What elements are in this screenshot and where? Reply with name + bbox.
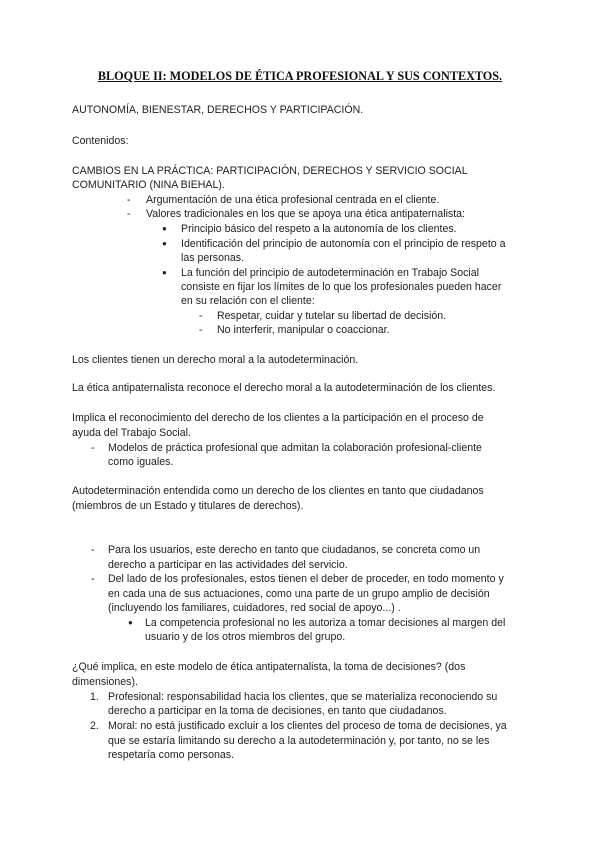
numbered-item-continuation: que se estaría limitando su derecho a la autodeterminación y, por tanto, no se les — [108, 735, 490, 747]
list-item-continuation: como iguales. — [108, 456, 174, 468]
section-heading-line-2: COMUNITARIO (NINA BIEHAL). — [72, 179, 225, 191]
list-item-continuation: (incluyendo los familiares, cuidadores, red social de apoyo...) . — [108, 602, 401, 614]
paragraph: Implica el reconocimiento del derecho de los clientes a la participación en el proceso de — [72, 412, 484, 424]
list-item: Argumentación de una ética profesional centrada en el cliente. — [146, 194, 440, 206]
dash-bullet: - — [199, 310, 203, 322]
list-item-continuation: en su relación con el cliente: — [181, 295, 315, 307]
list-item-continuation: derecho a participar en las actividades del servicio. — [108, 559, 348, 571]
list-item: La competencia profesional no les autoriza a tomar decisiones al margen del — [145, 617, 506, 629]
question: ¿Qué implica, en este modelo de ética antipaternalista, la toma de decisiones? (dos — [72, 661, 466, 673]
dash-bullet: - — [127, 208, 131, 220]
list-number: 1. — [90, 691, 99, 703]
subtitle: AUTONOMÍA, BIENESTAR, DERECHOS Y PARTICIPACIÓN. — [72, 104, 364, 116]
list-item: Principio básico del respeto a la autonomía de los clientes. — [181, 223, 457, 235]
list-item: Respetar, cuidar y tutelar su libertad de decisión. — [217, 310, 447, 322]
numbered-item: Moral: no está justificado excluir a los clientes del proceso de toma de decisiones, ya — [108, 720, 507, 732]
contents-label: Contenidos: — [72, 135, 129, 147]
dot-bullet: ● — [162, 268, 167, 277]
numbered-item-continuation: respetaría como personas. — [108, 749, 235, 761]
list-item: No interferir, manipular o coaccionar. — [217, 324, 390, 336]
paragraph: (miembros de un Estado y titulares de derechos). — [72, 500, 304, 512]
list-item: Modelos de práctica profesional que admitan la colaboración profesional-cliente — [108, 442, 482, 454]
dot-bullet: ● — [162, 224, 167, 233]
dash-bullet: - — [91, 442, 95, 454]
dash-bullet: - — [91, 544, 95, 556]
numbered-item: Profesional: responsabilidad hacia los clientes, que se materializa reconociendo su — [108, 691, 498, 703]
dash-bullet: - — [199, 324, 203, 336]
list-item-continuation: usuario y de los otros miembros del grupo. — [145, 631, 346, 643]
paragraph: La ética antipaternalista reconoce el derecho moral a la autodeterminación de los clientes. — [72, 382, 496, 394]
list-item: Del lado de los profesionales, estos tienen el deber de proceder, en todo momento y — [108, 573, 504, 585]
list-item-continuation: consiste en fijar los límites de lo que los profesionales pueden hacer — [181, 281, 502, 293]
list-number: 2. — [90, 720, 99, 732]
question: dimensiones). — [72, 676, 138, 688]
paragraph: Los clientes tienen un derecho moral a la autodeterminación. — [72, 354, 359, 366]
list-item-continuation: en cada una de sus actuaciones, como una parte de un grupo amplio de decisión — [108, 588, 490, 600]
document-title: BLOQUE II: MODELOS DE ÉTICA PROFESIONAL Y SUS CONTEXTOS. — [97, 69, 503, 83]
list-item: Identificación del principio de autonomía con el principio de respeto a — [181, 238, 506, 250]
list-item: Valores tradicionales en los que se apoya una ética antipaternalista: — [146, 208, 465, 220]
numbered-item-continuation: derecho a participar en la toma de decisiones, en tanto que ciudadanos. — [108, 705, 447, 717]
list-item: Para los usuarios, este derecho en tanto que ciudadanos, se concreta como un — [108, 544, 481, 556]
paragraph: ayuda del Trabajo Social. — [72, 427, 191, 439]
section-heading-line-1: CAMBIOS EN LA PRÁCTICA: PARTICIPACIÓN, DERECHOS Y SERVICIO SOCIAL — [72, 165, 468, 177]
dash-bullet: - — [127, 194, 131, 206]
dot-bullet: ● — [128, 618, 133, 627]
list-item-continuation: las personas. — [181, 252, 245, 264]
dot-bullet: ● — [162, 239, 167, 248]
paragraph: Autodeterminación entendida como un derecho de los clientes en tanto que ciudadanos — [72, 485, 484, 497]
dash-bullet: - — [91, 573, 95, 585]
list-item: La función del principio de autodeterminación en Trabajo Social — [181, 267, 479, 279]
